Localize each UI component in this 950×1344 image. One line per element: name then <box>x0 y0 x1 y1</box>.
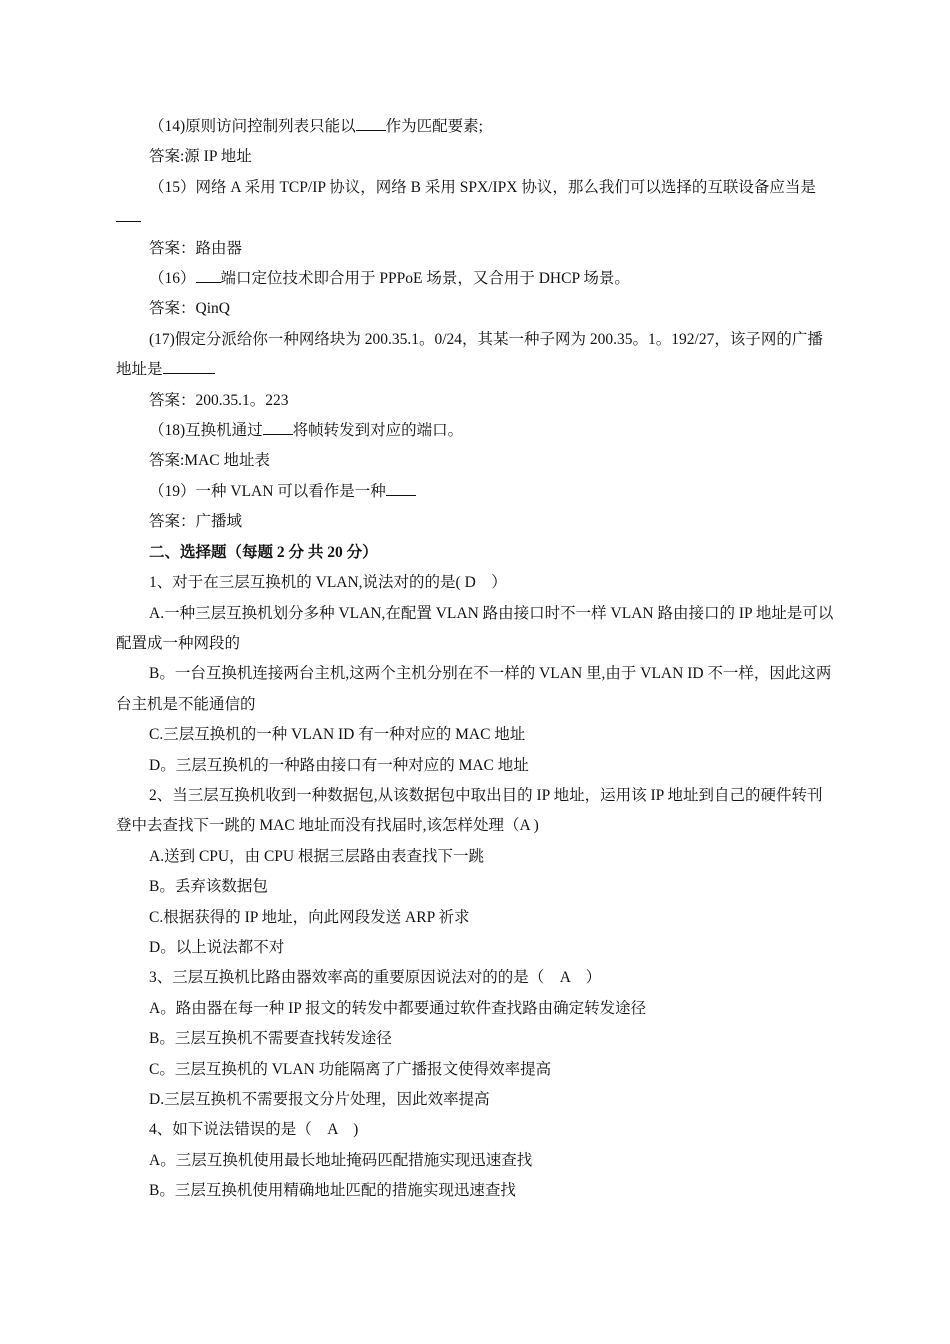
fill-in-blank <box>196 267 221 284</box>
paragraph-text: 4、如下说法错误的是（ A ) <box>149 1121 359 1139</box>
paragraph-text: B。三层互换机使用精确地址匹配的措施实现迅速查找 <box>149 1182 516 1200</box>
paragraph <box>116 659 836 720</box>
paragraph <box>116 568 836 598</box>
fill-in-blank <box>386 479 416 496</box>
paragraph <box>116 294 836 324</box>
paragraph <box>116 446 836 476</box>
paragraph <box>116 842 836 872</box>
paragraph-text: B。三层互换机不需要查找转发途径 <box>149 1030 392 1048</box>
paragraph <box>116 1055 836 1085</box>
paragraph-text: D。三层互换机的一种路由接口有一种对应的 MAC 地址 <box>149 756 529 774</box>
paragraph-text: 1、对于在三层互换机的 VLAN,说法对的的是( D ） <box>149 574 507 592</box>
fill-in-blank <box>163 358 215 375</box>
paragraph-text: （19）一种 VLAN 可以看作是一种 <box>149 482 386 500</box>
paragraph-text: D。以上说法都不对 <box>149 938 285 956</box>
fill-in-blank <box>356 115 386 132</box>
paragraph <box>116 173 836 234</box>
paragraph-text-after-blank: 端口定位技术即合用于 PPPoE 场景，又合用于 DHCP 场景。 <box>220 270 630 288</box>
paragraph-text: B。丢弃该数据包 <box>149 878 268 896</box>
document-page <box>116 112 836 1207</box>
paragraph-text: 答案：QinQ <box>149 300 230 318</box>
paragraph <box>116 142 836 172</box>
paragraph-text: D.三层互换机不需要报文分片处理，因此效率提高 <box>149 1091 490 1108</box>
paragraph-text-after-blank: 作为匹配要素; <box>385 118 483 135</box>
paragraph <box>116 781 836 842</box>
paragraph-text: C。三层互换机的 VLAN 功能隔离了广播报文使得效率提高 <box>149 1060 552 1078</box>
paragraph-text: （14)原则访问控制列表只能以 <box>149 118 356 135</box>
paragraph-text: C.三层互换机的一种 VLAN ID 有一种对应的 MAC 地址 <box>149 726 526 744</box>
paragraph-text: （16） <box>149 270 196 288</box>
fill-in-blank <box>116 206 141 223</box>
paragraph <box>116 933 836 963</box>
fill-in-blank <box>263 419 293 436</box>
paragraph-text: 答案:源 IP 地址 <box>149 148 252 166</box>
paragraph <box>116 386 836 416</box>
paragraph <box>116 872 836 902</box>
paragraph-text: 答案：路由器 <box>149 239 243 257</box>
paragraph-text: 答案：广播域 <box>149 513 243 531</box>
paragraph-text: B。一台互换机连接两台主机,这两个主机分别在不一样的 VLAN 里,由于 VLAN ID 不一样，因此这两台主机是不能通信的 <box>116 665 832 713</box>
paragraph <box>116 325 836 386</box>
paragraph-text: 二、选择题（每题 2 分 共 20 分） <box>149 543 378 561</box>
paragraph-text: （18)互换机通过 <box>149 422 263 440</box>
paragraph <box>116 963 836 993</box>
paragraph-text: A。三层互换机使用最长地址掩码匹配措施实现迅速查找 <box>149 1151 533 1169</box>
paragraph <box>116 1176 836 1206</box>
paragraph-text: 2、当三层互换机收到一种数据包,从该数据包中取出目的 IP 地址，运用该 IP 地址到自己的硬件转刊登中去查找下一跳的 MAC 地址而没有找届时,该怎样处理（A ) <box>116 786 823 835</box>
section-heading <box>116 538 836 568</box>
paragraph-text-after-blank: 将帧转发到对应的端口。 <box>292 422 464 440</box>
paragraph <box>116 903 836 933</box>
paragraph-text: 答案：200.35.1。223 <box>149 391 289 409</box>
paragraph <box>116 1146 836 1176</box>
paragraph-text: (17)假定分派给你一种网络块为 200.35.1。0/24，其某一种子网为 200.35。1。192/27，该子网的广播地址是 <box>116 330 823 379</box>
paragraph <box>116 507 836 537</box>
paragraph <box>116 720 836 750</box>
paragraph <box>116 477 836 507</box>
paragraph <box>116 234 836 264</box>
paragraph <box>116 264 836 294</box>
paragraph-text: A.一种三层互换机划分多种 VLAN,在配置 VLAN 路由接口时不一样 VLAN 路由接口的 IP 地址是可以配置成一种网段的 <box>116 604 834 652</box>
paragraph-text: 3、三层互换机比路由器效率高的重要原因说法对的的是（ A ） <box>149 969 602 987</box>
paragraph-text: A。路由器在每一种 IP 报文的转发中都要通过软件查找路由确定转发途径 <box>149 999 647 1017</box>
paragraph <box>116 1085 836 1115</box>
paragraph-text: A.送到 CPU，由 CPU 根据三层路由表查找下一跳 <box>149 847 484 865</box>
paragraph <box>116 416 836 446</box>
paragraph-text: （15）网络 A 采用 TCP/IP 协议，网络 B 采用 SPX/IPX 协议，那么我们可以选择的互联设备应当是 <box>149 178 816 196</box>
paragraph <box>116 1024 836 1054</box>
paragraph <box>116 994 836 1024</box>
paragraph <box>116 599 836 660</box>
paragraph-text: C.根据获得的 IP 地址，向此网段发送 ARP 祈求 <box>149 908 470 926</box>
paragraph-text: 答案:MAC 地址表 <box>149 452 270 470</box>
paragraph <box>116 751 836 781</box>
paragraph <box>116 1115 836 1145</box>
paragraph <box>116 112 836 142</box>
